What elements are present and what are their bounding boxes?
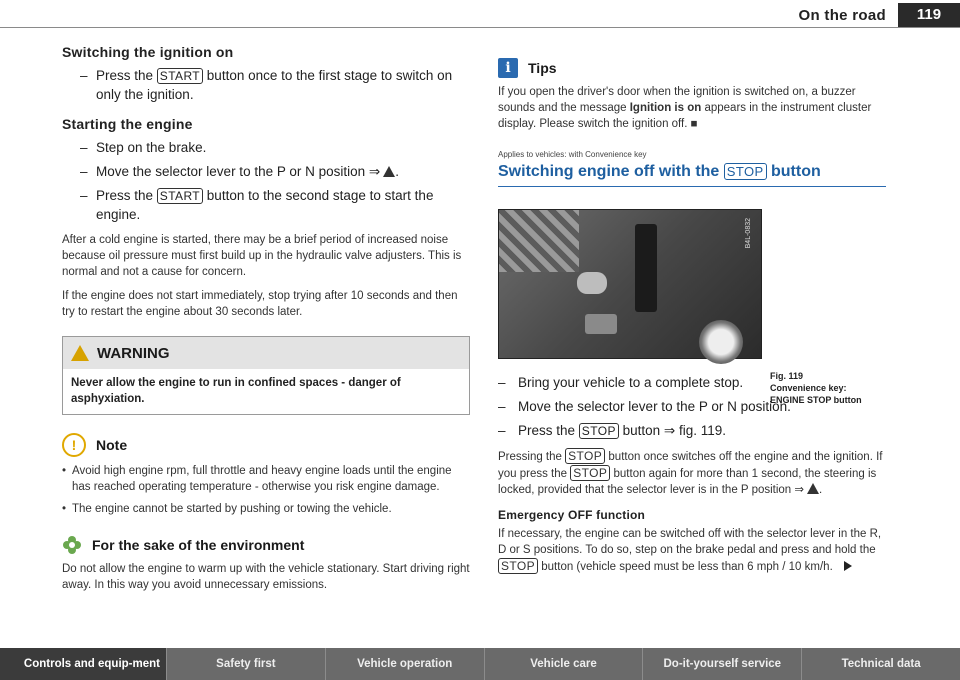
warning-icon xyxy=(71,345,89,361)
step-dash: – xyxy=(80,68,88,83)
warning-box xyxy=(62,336,470,415)
environment-text: Do not allow the engine to warm up with the vehicle stationary. Start driving right away. In this way you avoid unnecessary emissions. xyxy=(62,563,470,591)
stop-key: STOP xyxy=(724,163,767,180)
start-key: START xyxy=(157,68,203,84)
emergency-heading: Emergency OFF function xyxy=(498,508,646,522)
knee-pad xyxy=(499,210,579,272)
flower-icon xyxy=(62,535,82,555)
warning-triangle-icon xyxy=(807,483,819,494)
left-column xyxy=(62,44,470,593)
emergency-paragraph: If necessary, the engine can be switched off with the selector lever in the R, D or S positions. To do so, step on the brake pedal and press and hold the STOP button (vehicle speed must be less than 6 mph / 10 km/h. xyxy=(498,528,882,573)
figure-number: Fig. 119 xyxy=(770,371,804,381)
restart-paragraph: If the engine does not start immediately, stop trying after 10 seconds and then try to restart the engine about 30 seconds later. xyxy=(62,290,458,318)
start-step-1: – Step on the brake. xyxy=(80,140,207,155)
right-column xyxy=(498,58,888,575)
page-number: 119 xyxy=(898,3,960,27)
stop-key: STOP xyxy=(570,465,610,481)
stop-step-2: – Move the selector lever to the P or N position. xyxy=(498,399,791,414)
footer-tab-diy[interactable]: Do-it-yourself service xyxy=(642,648,801,680)
warning-triangle-icon xyxy=(383,166,395,177)
figure-119-photo xyxy=(498,209,762,359)
footer-tab-care[interactable]: Vehicle care xyxy=(484,648,643,680)
header-rule xyxy=(0,27,960,28)
note-bullet: • The engine cannot be started by pushing or towing the vehicle. xyxy=(62,503,392,515)
environment-heading: For the sake of the environment xyxy=(62,535,470,555)
stop-steps xyxy=(498,373,888,440)
console-button xyxy=(585,314,617,334)
engine-stop-button xyxy=(577,272,607,294)
note-bullet: • Avoid high engine rpm, full throttle and heavy engine loads until the engine has reached operating temperature - otherwise you risk engine damage. xyxy=(62,465,452,493)
footer-tab-technical[interactable]: Technical data xyxy=(801,648,960,680)
figure-code: B4L-0832 xyxy=(745,218,752,249)
footer-tab-operation[interactable]: Vehicle operation xyxy=(325,648,484,680)
warning-text: Never allow the engine to run in confined spaces - danger of asphyxiation. xyxy=(71,377,401,405)
stop-key: STOP xyxy=(565,448,605,464)
note-heading: ! Note xyxy=(62,433,470,457)
start-step-2: – Move the selector lever to the P or N position ⇒ . xyxy=(80,164,399,179)
start-heading: Starting the engine xyxy=(62,116,193,132)
stop-step-3: – Press the STOP button ⇒ fig. 119. xyxy=(498,423,727,438)
ignition-heading: Switching the ignition on xyxy=(62,44,234,60)
tips-heading: i Tips xyxy=(498,58,888,78)
stop-paragraph: Pressing the STOP button once switches off the engine and the ignition. If you press the STOP button again for more than 1 second, the steering is locked, provided that the selector lever is in the P position ⇒ . xyxy=(498,449,883,496)
warning-header: WARNING xyxy=(63,337,469,369)
stop-key: STOP xyxy=(579,423,619,439)
ignition-step: – Press the START button once to the first stage to switch on only the ignition. xyxy=(80,68,453,102)
stop-key: STOP xyxy=(498,558,538,574)
applies-to-note: Applies to vehicles: with Convenience key xyxy=(498,150,647,159)
tips-text: If you open the driver's door when the ignition is switched on, a buzzer sounds and the message Ignition is on appears in the instrument cluster display. Please switch the ignition off. ■ xyxy=(498,86,872,130)
main-heading: Switching engine off with the STOP button xyxy=(498,163,886,187)
figure-caption: Fig. 119 Convenience key: ENGINE STOP button xyxy=(770,370,880,406)
section-title: On the road xyxy=(798,7,886,24)
start-key: START xyxy=(157,188,203,204)
selector-gate xyxy=(635,224,657,312)
note-icon: ! xyxy=(62,433,86,457)
continue-arrow-icon xyxy=(844,561,852,571)
mmi-knob xyxy=(699,320,743,364)
info-icon: i xyxy=(498,58,518,78)
footer-tab-safety[interactable]: Safety first xyxy=(166,648,325,680)
cold-engine-paragraph: After a cold engine is started, there may be a brief period of increased noise because oil pressure must first build up in the hydraulic valve adjusters. This is normal and not a cause for concern. xyxy=(62,234,462,278)
footer-tab-controls[interactable]: Controls and equip-ment xyxy=(0,648,166,680)
stop-step-1: – Bring your vehicle to a complete stop. xyxy=(498,375,744,390)
footer-nav xyxy=(0,648,960,680)
start-step-3: – Press the START button to the second stage to start the engine. xyxy=(80,188,434,222)
